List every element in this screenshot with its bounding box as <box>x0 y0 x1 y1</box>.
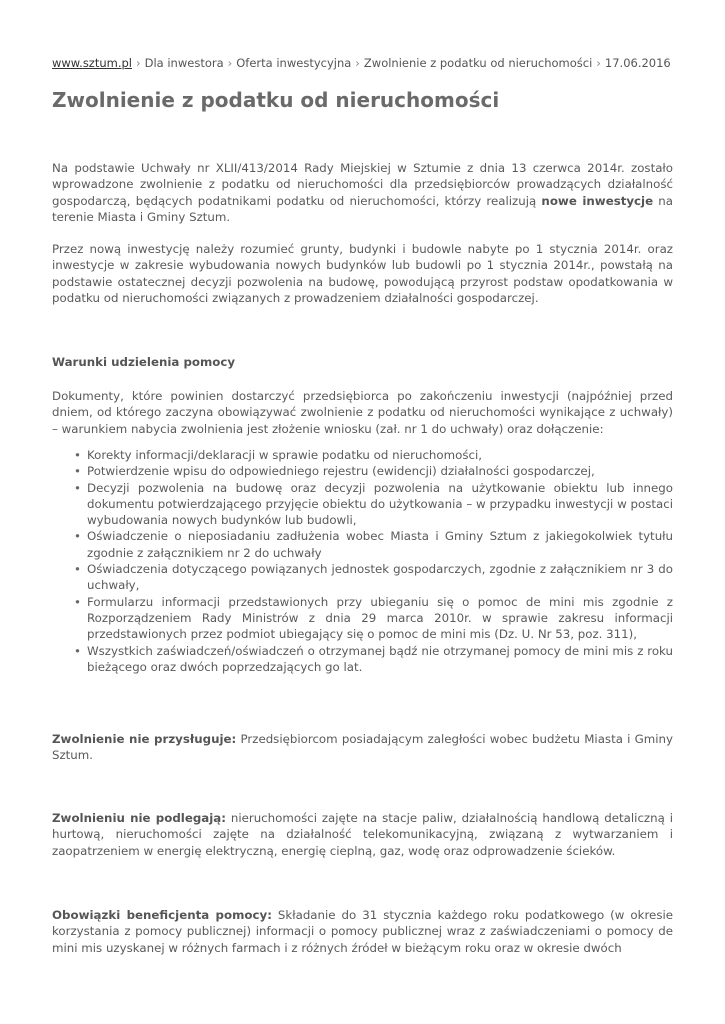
breadcrumb-item-current: Zwolnienie z podatku od nieruchomości <box>363 56 593 70</box>
list-item: • Potwierdzenie wpisu do odpowiedniego rejestru (ewidencji) działalności gospodarczej, <box>87 463 673 479</box>
not-entitled-text: Przedsiębiorcom posiadającym zaległości wobec budżetu Miasta i Gminy Sztum. <box>52 732 673 763</box>
breadcrumb <box>52 55 692 71</box>
obligations-label: Obowiązki beneficjenta pomocy: <box>52 908 272 922</box>
breadcrumb-date: 17.06.2016 <box>604 56 671 70</box>
obligations-paragraph <box>52 907 673 956</box>
conditions-intro: Dokumenty, które powinien dostarczyć przedsiębiorca po zakończeniu inwestycji (najpóźniej przed dniem, od którego zaczyna obowiązywać zwolnienie z podatku od nieruchomości wynikające z uchwały) – warunkiem nabycia zwolnienia jest złożenie wniosku (zał. nr 1 do uchwały) oraz dołączenie: <box>52 389 673 436</box>
list-item: • Wszystkich zaświadczeń/oświadczeń o otrzymanej bądź nie otrzymanej pomocy de mini mis z roku bieżącego oraz dwóch poprzedzających go lat. <box>87 643 673 676</box>
breadcrumb-link-home[interactable]: www.sztum.pl <box>52 56 132 70</box>
conditions-list <box>52 447 673 675</box>
not-subject-paragraph <box>52 810 673 859</box>
list-item: • Oświadczenie o nieposiadaniu zadłużenia wobec Miasta i Gminy Sztum z jakiegokolwiek tytułu zgodnie z załącznikiem nr 2 do uchwały <box>87 528 673 561</box>
breadcrumb-separator: › <box>136 56 141 70</box>
obligations-text: Składanie do 31 stycznia każdego roku podatkowego (w okresie korzystania z pomocy publicznej) informacji o pomocy publicznej wraz z zaświadczeniami o pomocy de mini mis uzyskanej w różnych farmach i z różnych źródeł w bieżącym roku oraz w okresie dwóch <box>52 908 674 955</box>
list-item: • Oświadczenia dotyczącego powiązanych jednostek gospodarczych, zgodnie z załącznikiem nr 3 do uchwały, <box>87 561 673 594</box>
breadcrumb-separator: › <box>596 56 601 70</box>
breadcrumb-separator: › <box>355 56 360 70</box>
page-title: Zwolnienie z podatku od nieruchomości <box>52 88 500 112</box>
breadcrumb-item-offer: Oferta inwestycyjna <box>236 56 352 70</box>
new-investment-paragraph: Przez nową inwestycję należy rozumieć grunty, budynki i budowle nabyte po 1 stycznia 2014r. oraz inwestycje w zakresie wybudowania nowych budynków lub budowli po 1 stycznia 2014r., powstałą na podstawie ostatecznej decyzji pozwolenia na budowę, powodującą przyrost podstaw opodatkowania w podatku od nieruchomości związanych z prowadzeniem działalności gospodarczej. <box>52 242 673 305</box>
breadcrumb-separator: › <box>227 56 233 70</box>
intro-text-end: na terenie Miasta i Gminy Sztum. <box>52 193 673 224</box>
conditions-heading: Warunki udzielenia pomocy <box>52 355 236 369</box>
intro-paragraph <box>52 160 673 225</box>
list-item: • Korekty informacji/deklaracji w sprawie podatku od nieruchomości, <box>87 447 673 463</box>
intro-text-start: Na podstawie Uchwały nr XLII/413/2014 Rady Miejskiej w Sztumie z dnia 13 czerwca 2014r. zostało wprowadzone zwolnienie z podatku od nieruchomości dla przedsiębiorców prowadzących działalność gospodarczą, będących podatnikami podatku od nieruchomości, którzy realizują <box>52 161 673 208</box>
intro-bold-phrase: nowe inwestycje <box>541 193 654 208</box>
not-subject-label: Zwolnieniu nie podlegają: <box>52 811 226 825</box>
list-item: • Formularzu informacji przedstawionych przy ubieganiu się o pomoc de mini mis zgodnie z Rozporządzeniem Rady Ministrów z dnia 29 marca 2010r. w sprawie zakresu informacji przedstawionych przez podmiot ubiegający się o pomoc de mini mis (Dz. U. Nr 53, poz. 311), <box>87 594 673 643</box>
breadcrumb-item-investor: Dla inwestora <box>144 56 224 70</box>
not-subject-text: nieruchomości zajęte na stacje paliw, działalnością handlową detaliczną i hurtową, nieruchomości zajęte na działalność telekomunikacyjną, związaną z wytwarzaniem i zaopatrzeniem w energię elektryczną, energię cieplną, gaz, wodę oraz odprowadzenie ścieków. <box>52 811 673 858</box>
not-entitled-label: Zwolnienie nie przysługuje: <box>52 732 237 746</box>
list-item: • Decyzji pozwolenia na budowę oraz decyzji pozwolenia na użytkowanie obiektu lub innego dokumentu potwierdzającego przyjęcie obiektu do użytkowania – w przypadku inwestycji w postaci wybudowania nowych budynków lub budowli, <box>87 480 673 529</box>
not-entitled-paragraph <box>52 731 673 764</box>
